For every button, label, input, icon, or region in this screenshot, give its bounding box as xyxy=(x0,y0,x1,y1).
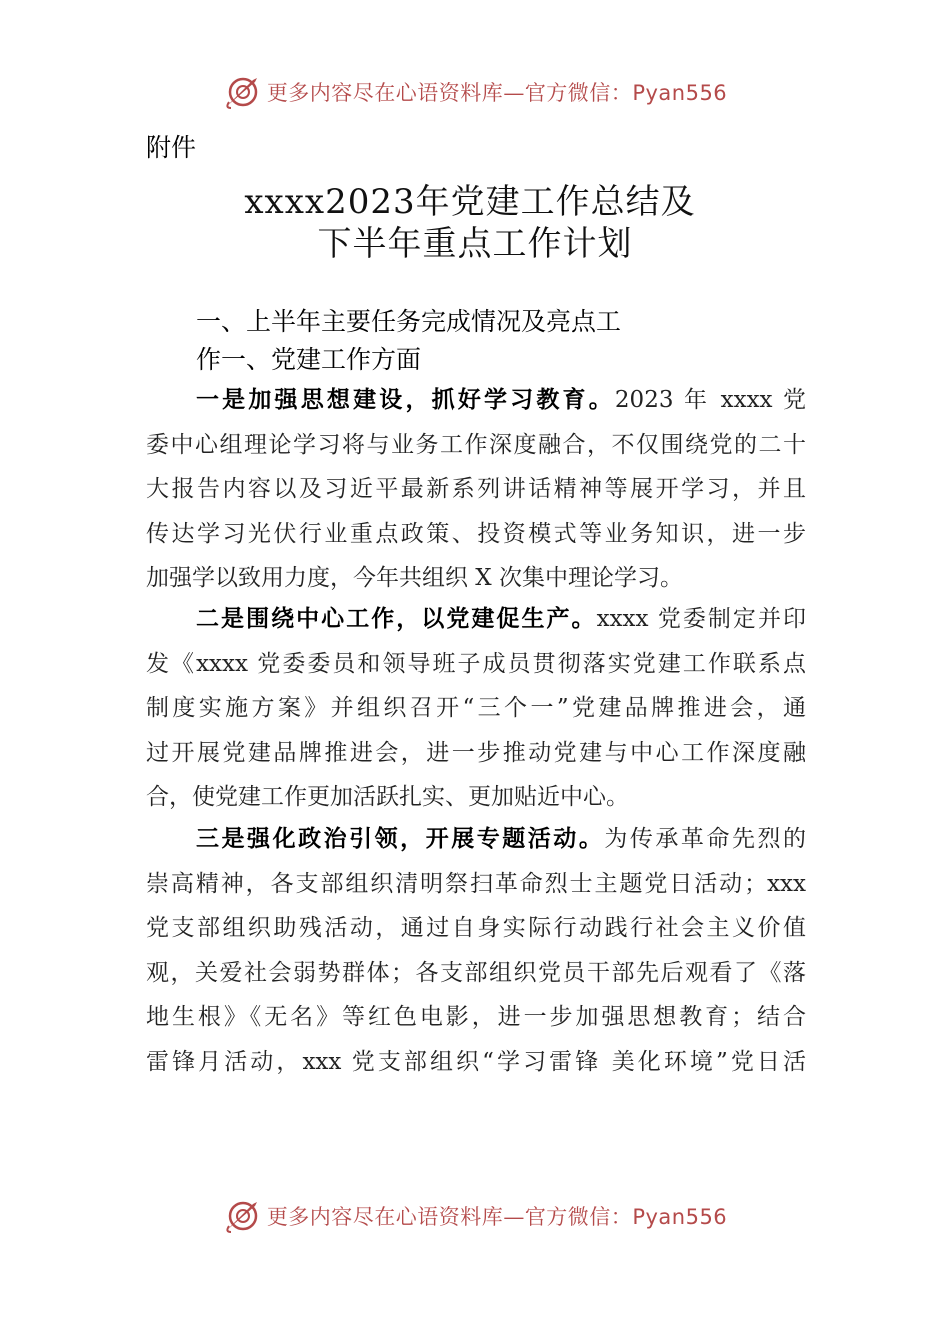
banner-text xyxy=(267,1201,727,1231)
attachment-label: 附件 xyxy=(146,133,197,162)
paragraph-text: 为传承革命先烈的 xyxy=(604,826,807,852)
paragraph-text: 2023 年 xxxx 党 xyxy=(614,387,807,413)
document-title-line2: 下半年重点工作计划 xyxy=(317,224,633,264)
paragraph-line: 党支部组织助残活动，通过自身实际行动践行社会主义价值 xyxy=(146,915,806,941)
paragraph-line: 传达学习光伏行业重点政策、投资模式等业务知识，进一步 xyxy=(146,520,806,547)
banner-main-text: 更多内容尽在心语资料库 xyxy=(266,1205,504,1229)
paragraph-lead: 一是加强思想建设，抓好学习教育。 xyxy=(196,387,615,413)
paragraph-line: 合，使党建工作更加活跃扎实、更加贴近中心。 xyxy=(146,784,629,810)
paragraph-line xyxy=(146,817,806,862)
paragraph-line: 委中心组理论学习将与业务工作深度融合，不仅围绕党的二十 xyxy=(146,431,806,458)
brand-logo-icon xyxy=(223,1196,263,1236)
banner-label: 官方微信： xyxy=(524,81,633,105)
banner-main-text: 更多内容尽在心语资料库 xyxy=(266,81,504,105)
banner-text xyxy=(267,77,727,107)
document-title-line1: xxxx2023年党建工作总结及 xyxy=(244,182,696,222)
paragraph-line: 大报告内容以及习近平最新系列讲话精神等展开学习，并且 xyxy=(146,476,806,502)
section-heading-line1: 一、上半年主要任务完成情况及亮点工 xyxy=(196,307,622,336)
banner-separator: — xyxy=(503,1205,525,1229)
brand-logo-icon xyxy=(223,72,263,112)
paragraph-text: xxxx 党委制定并印 xyxy=(596,606,807,632)
paragraph-line xyxy=(146,378,806,423)
paragraph-line: 观，关爱社会弱势群体；各支部组织党员干部先后观看了《落 xyxy=(146,959,806,986)
paragraph-line: 发《xxxx 党委委员和领导班子成员贯彻落实党建工作联系点 xyxy=(146,650,806,677)
paragraph-line xyxy=(146,597,806,642)
paragraph-lead: 三是强化政治引领，开展专题活动。 xyxy=(196,826,605,852)
header-watermark-banner xyxy=(0,72,950,112)
paragraph-line: 崇高精神，各支部组织清明祭扫革命烈士主题党日活动；xxx xyxy=(146,870,806,897)
paragraph-line: 制度实施方案》并组织召开“三个一”党建品牌推进会，通 xyxy=(146,695,806,721)
paragraph-2 xyxy=(146,597,806,820)
banner-label: 官方微信： xyxy=(524,1205,633,1229)
banner-wechat-id: Pyan556 xyxy=(632,1205,728,1229)
banner-wechat-id: Pyan556 xyxy=(632,81,728,105)
paragraph-line: 加强学以致用力度，今年共组织 X 次集中理论学习。 xyxy=(146,565,683,591)
paragraph-line: 地生根》《无名》等红色电影，进一步加强思想教育；结合 xyxy=(146,1004,806,1030)
footer-watermark-banner xyxy=(0,1196,950,1236)
paragraph-line: 过开展党建品牌推进会，进一步推动党建与中心工作深度融 xyxy=(146,739,806,766)
paragraph-lead: 二是围绕中心工作，以党建促生产。 xyxy=(196,606,597,632)
paragraph-3 xyxy=(146,817,806,1084)
section-heading-line2: 作一、党建工作方面 xyxy=(196,345,422,374)
paragraph-1 xyxy=(146,378,806,601)
banner-separator: — xyxy=(503,81,525,105)
paragraph-line: 雷锋月活动，xxx 党支部组织“学习雷锋 美化环境”党日活 xyxy=(146,1048,806,1075)
